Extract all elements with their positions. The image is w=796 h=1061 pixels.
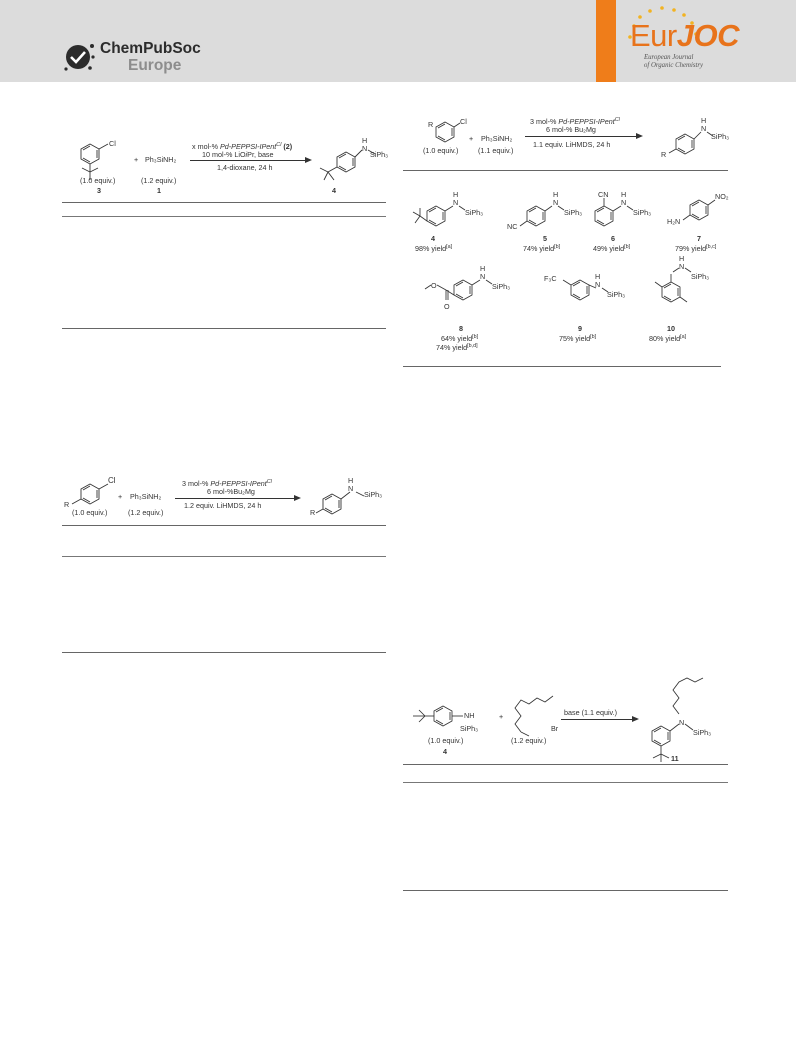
cpd-4-n: N (453, 198, 459, 207)
cpd-8-yield: 64% yield[b] (441, 334, 479, 343)
eurjoc-logo (622, 4, 772, 76)
journal-accent-tab (596, 0, 616, 82)
scheme-b-silane-equiv: (1.2 equiv.) (128, 508, 164, 517)
journal-logo-joc: JOC (676, 18, 739, 53)
scheme-d-reagent-si: SiPh₃ (460, 724, 479, 733)
scheme-a-condition-3: 1,4-dioxane, 24 h (217, 163, 273, 172)
cpd-7-no2: NO₂ (715, 192, 729, 201)
scheme-a-product-h: H (362, 136, 368, 145)
scheme-d-nh: NH (464, 711, 475, 720)
scheme-a-rule-mid (62, 216, 386, 217)
cpd-6-h: H (621, 190, 627, 199)
scheme-a-silane-equiv: (1.2 equiv.) (141, 176, 177, 185)
scheme-d-br: Br (551, 724, 559, 733)
cpd-7-yield: 79% yield[b,c] (675, 244, 717, 253)
scheme-b-plus: + (118, 492, 123, 501)
cpd-4-label: 4 (431, 234, 435, 243)
scheme-b-rule-top (62, 525, 386, 526)
cpd-10-label: 10 (667, 324, 675, 333)
scheme-a-product-si: SiPh₃ (370, 150, 389, 159)
cpd-10-h: H (679, 254, 685, 263)
scheme-d-rule-top (403, 764, 728, 765)
cpd-5-n: N (553, 198, 559, 207)
scheme-d-condition: base (1.1 equiv.) (564, 708, 618, 717)
journal-subtitle-line2: of Organic Chemistry (644, 61, 704, 69)
cpd-6-cn: CN (598, 190, 609, 199)
scheme-c-condition-2: 6 mol-% Bu₂Mg (546, 125, 596, 134)
scheme-b-product-h: H (348, 476, 354, 485)
scheme-d-product-label: 11 (671, 754, 679, 763)
scheme-c-plus: + (469, 134, 474, 143)
scheme-d-label-1: 4 (443, 747, 447, 756)
cpd-5-nc: NC (507, 222, 518, 231)
scheme-b-condition-2: 6 mol-%Bu₂Mg (207, 487, 255, 496)
journal-logo-eur: Eur (630, 18, 677, 53)
scheme-b-arrowhead (294, 495, 301, 501)
journal-subtitle (644, 54, 703, 69)
scheme-b-rule-mid (62, 556, 386, 557)
scheme-b-rule-bottom (62, 652, 386, 653)
scheme-d-rule-bottom (403, 890, 728, 891)
chempubsoc-logo (62, 38, 222, 78)
scheme-a-cl: Cl (109, 139, 116, 148)
scheme-c-silane-equiv: (1.1 equiv.) (478, 146, 514, 155)
cpd-10-n: N (679, 262, 685, 271)
scheme-c-product-h: H (701, 116, 707, 125)
publisher-name: ChemPubSoc (100, 40, 201, 57)
scheme-a-aryl-equiv: (1.0 equiv.) (80, 176, 116, 185)
scheme-d-plus: + (499, 712, 504, 721)
cpd-7-h2n: H₂N (667, 217, 681, 226)
scheme-c-arrow (525, 136, 637, 137)
scheme-c (403, 112, 733, 372)
scheme-b-product-si: SiPh₃ (364, 490, 383, 499)
cpd-9-label: 9 (578, 324, 582, 333)
scheme-a-aryl-label: 3 (97, 186, 101, 195)
scheme-a-silane: Ph₃SiNH₂ (145, 155, 177, 164)
scheme-b-silane: Ph₃SiNH₂ (130, 492, 162, 501)
cpd-8-o-ester: O (431, 281, 437, 290)
cpd-8-label: 8 (459, 324, 463, 333)
scheme-d-product-n: N (679, 718, 685, 727)
scheme-c-rule-top (403, 170, 728, 171)
scheme-b-arrow (175, 498, 295, 499)
scheme-b-condition-3: 1.2 equiv. LiHMDS, 24 h (184, 501, 262, 510)
scheme-b-r: R (64, 500, 70, 509)
scheme-d-arrowhead (632, 716, 639, 722)
cpd-9-h: H (595, 272, 601, 281)
cpd-4-yield: 98% yield[a] (415, 244, 453, 253)
cpd-6-n: N (621, 198, 627, 207)
cpd-5-h: H (553, 190, 559, 199)
scheme-a-plus: + (134, 155, 139, 164)
scheme-c-product-r: R (661, 150, 667, 159)
cpd-5-si: SiPh₃ (564, 208, 583, 217)
scheme-d-rule-mid (403, 782, 728, 783)
cpd-4-h: H (453, 190, 459, 199)
cpd-8-yield-2: 74% yield[b,d] (436, 343, 478, 352)
scheme-a (62, 128, 392, 338)
scheme-a-arrow (190, 160, 306, 161)
scheme-b-product-n: N (348, 484, 354, 493)
scheme-b-aryl-equiv: (1.0 equiv.) (72, 508, 108, 517)
scheme-a-product-label: 4 (332, 186, 336, 195)
scheme-c-product-n: N (701, 124, 707, 133)
chempubsoc-badge-icon (62, 40, 96, 74)
journal-subtitle-line1: European Journal (644, 54, 694, 61)
scheme-a-condition-2: 10 mol-% LiOiPr, base (202, 150, 274, 159)
scheme-b-product-r: R (310, 508, 316, 517)
cpd-8-o-carbonyl: O (444, 302, 450, 311)
publisher-region: Europe (128, 57, 182, 74)
scheme-d-equiv-2: (1.2 equiv.) (511, 736, 547, 745)
cpd-6-yield: 49% yield[b] (593, 244, 631, 253)
scheme-b-cl: Cl (108, 476, 116, 485)
scheme-c-rule-bottom (403, 366, 721, 367)
cpd-9-f3c: F₃C (544, 274, 557, 283)
scheme-c-condition-3: 1.1 equiv. LiHMDS, 24 h (533, 140, 611, 149)
cpd-10-si: SiPh₃ (691, 272, 710, 281)
scheme-d-product-si: SiPh₃ (693, 728, 712, 737)
scheme-c-silane: Ph₃SiNH₂ (481, 134, 513, 143)
cpd-6-si: SiPh₃ (633, 208, 652, 217)
scheme-b-condition-1: 3 mol-% Pd-PEPPSI-IPent$^{Cl}$ (182, 479, 272, 488)
journal-logo-text (630, 18, 739, 54)
scheme-a-arrowhead (305, 157, 312, 163)
scheme-a-silane-label: 1 (157, 186, 161, 195)
scheme-a-product-n: N (362, 144, 368, 153)
cpd-4-si: SiPh₃ (465, 208, 484, 217)
scheme-b (62, 470, 392, 660)
cpd-5-yield: 74% yield[b] (523, 244, 561, 253)
scheme-c-cl: Cl (460, 117, 467, 126)
cpd-5-label: 5 (543, 234, 547, 243)
scheme-c-r: R (428, 120, 434, 129)
scheme-c-product-si: SiPh₃ (711, 132, 730, 141)
cpd-6-label: 6 (611, 234, 615, 243)
scheme-a-condition-1: x mol-% Pd-PEPPSI-IPent$^{Cl}$ (2) (192, 142, 293, 151)
cpd-8-h: H (480, 264, 486, 273)
scheme-c-arrowhead (636, 133, 643, 139)
scheme-a-rule-bottom (62, 328, 386, 329)
cpd-9-si: SiPh₃ (607, 290, 626, 299)
cpd-8-si: SiPh₃ (492, 282, 511, 291)
cpd-9-yield: 75% yield[b] (559, 334, 597, 343)
cpd-8-n: N (480, 272, 486, 281)
journal-header-band (0, 0, 796, 82)
cpd-9-n: N (595, 280, 601, 289)
scheme-c-aryl-equiv: (1.0 equiv.) (423, 146, 459, 155)
scheme-a-rule-top (62, 202, 386, 203)
cpd-7-label: 7 (697, 234, 701, 243)
scheme-d-equiv-1: (1.0 equiv.) (428, 736, 464, 745)
cpd-10-yield: 80% yield[a] (649, 334, 687, 343)
scheme-c-condition-1: 3 mol-% Pd-PEPPSI-IPent$^{Cl}$ (530, 117, 620, 126)
scheme-d-arrow (561, 719, 633, 720)
scheme-d (403, 672, 733, 892)
